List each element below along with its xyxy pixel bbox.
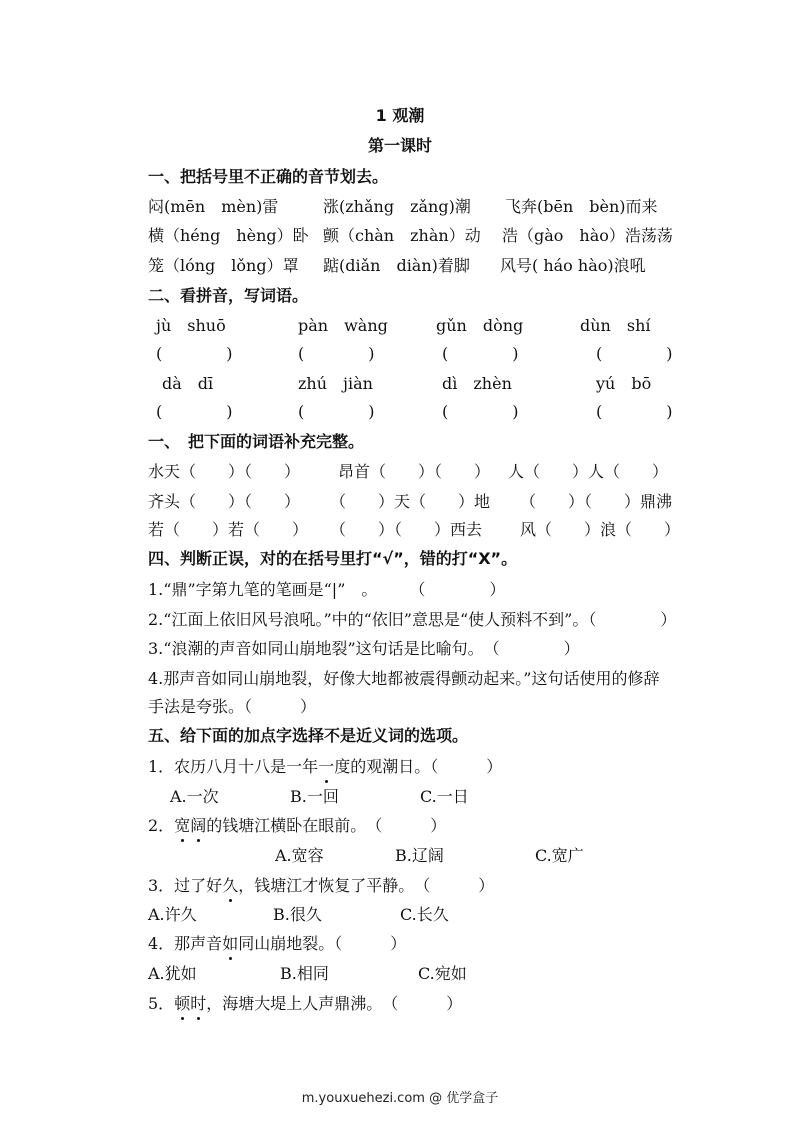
pinyin: gǔn dòng	[436, 316, 524, 335]
option[interactable]: C.宽广	[535, 846, 584, 865]
s1-item: 涨(zhǎng zǎng)潮	[323, 197, 471, 216]
section-4-heading: 四、判断正误，对的在括号里打“√”，错的打“X”。	[148, 549, 518, 568]
answer-bracket[interactable]: ( )	[596, 402, 673, 421]
answer-bracket[interactable]: ( )	[156, 402, 233, 421]
s1-item: 笼（lóng lǒng）罩	[148, 256, 299, 275]
question-3: 3.“浪潮的声音如同山崩地裂”这句话是比喻句。 （ ）	[148, 639, 580, 658]
option[interactable]: C.一日	[420, 787, 469, 806]
option[interactable]: A.许久	[148, 905, 197, 924]
fill-item: 水天（ ）（ ）	[148, 462, 301, 481]
answer-bracket[interactable]: ( )	[298, 402, 375, 421]
dotted-char: 顿	[174, 994, 191, 1013]
question-1: 1.“鼎”字第九笔的笔画是“|” 。 （ ）	[148, 580, 506, 599]
fill-item: 风（ ）浪（ ）	[520, 520, 681, 539]
option[interactable]: A.犹如	[148, 964, 197, 983]
section-5-heading: 五、给下面的加点字选择不是近义词的选项。	[148, 726, 469, 745]
s1-item: 颤（chàn zhàn）动	[323, 226, 481, 245]
s5-question-1: 1．农历八月十八是一年一度的观潮日。（ ）	[148, 757, 503, 776]
s1-item: 风号( háo hào)浪吼	[500, 256, 646, 275]
dotted-char: 久	[222, 876, 239, 895]
answer-bracket[interactable]: ( )	[442, 344, 519, 363]
section-3-heading: 一、 把下面的词语补充完整。	[148, 432, 365, 451]
pinyin: pàn wàng	[298, 316, 388, 335]
question-4: 4.那声音如同山崩地裂，好像大地都被震得颤动起来。”这句话使用的修辞	[148, 669, 660, 688]
s1-item: 横（héng hèng）卧	[148, 226, 309, 245]
section-2-heading: 二、看拼音，写词语。	[148, 286, 309, 305]
answer-bracket[interactable]: ( )	[442, 402, 519, 421]
dotted-char: 时	[190, 994, 207, 1013]
fill-item: （ ）天（ ）地	[330, 492, 491, 511]
fill-item: 若（ ）若（ ）	[148, 520, 309, 539]
section-1-heading: 一、把括号里不正确的音节划去。	[148, 167, 389, 186]
option[interactable]: A.一次	[170, 787, 219, 806]
option[interactable]: C.宛如	[418, 964, 467, 983]
pinyin: dà dī	[162, 374, 214, 393]
s5-question-5: 5．顿时，海塘大堤上人声鼎沸。 （ ）	[148, 994, 463, 1013]
option[interactable]: A.宽容	[275, 846, 324, 865]
s5-question-2: 2．宽阔的钱塘江横卧在眼前。 （ ）	[148, 816, 447, 835]
fill-item: 昂首（ ）（ ）	[338, 462, 491, 481]
fill-item: （ ）（ ）西去	[330, 520, 483, 539]
answer-bracket[interactable]: ( )	[298, 344, 375, 363]
option[interactable]: C.长久	[400, 905, 449, 924]
option[interactable]: B.辽阔	[395, 846, 444, 865]
pinyin: dì zhèn	[442, 374, 512, 393]
fill-item: 齐头（ ）（ ）	[148, 492, 301, 511]
fill-item: 人（ ）人（ ）	[508, 462, 669, 481]
footer-watermark: m.youxuehezi.com @ 优学盒子	[301, 1091, 499, 1106]
pinyin: jù shuō	[156, 316, 226, 335]
s1-item: 飞奔(bēn bèn)而来	[505, 197, 658, 216]
dotted-char: 阔	[190, 816, 207, 835]
page-subtitle: 第一课时	[367, 136, 432, 155]
pinyin: zhú jiàn	[298, 374, 373, 393]
option[interactable]: B.相同	[280, 964, 329, 983]
dotted-char: 宽	[174, 816, 191, 835]
question-4-cont: 手法是夸张。（ ）	[148, 697, 317, 716]
answer-bracket[interactable]: ( )	[596, 344, 673, 363]
answer-bracket[interactable]: ( )	[156, 344, 233, 363]
s1-item: 浩（gào hào）浩荡荡	[502, 226, 673, 245]
option[interactable]: B.很久	[273, 905, 322, 924]
option[interactable]: B.一回	[290, 787, 339, 806]
fill-item: （ ）（ ）鼎沸	[520, 492, 673, 511]
s5-question-4: 4．那声音如同山崩地裂。（ ）	[148, 934, 407, 953]
page-title: 1 观潮	[375, 106, 425, 125]
dotted-char: 一	[318, 757, 335, 776]
pinyin: dùn shí	[580, 316, 651, 335]
question-2: 2.“江面上依旧风号浪吼。”中的“依旧”意思是“使人预料不到”。（ ）	[148, 610, 677, 629]
dotted-char: 如	[222, 934, 239, 953]
pinyin: yú bō	[596, 374, 652, 393]
s1-item: 闷(mēn mèn)雷	[148, 197, 279, 216]
s1-item: 踮(diǎn diàn)着脚	[323, 256, 470, 275]
s5-question-3: 3．过了好久，钱塘江才恢复了平静。 （ ）	[148, 876, 495, 895]
